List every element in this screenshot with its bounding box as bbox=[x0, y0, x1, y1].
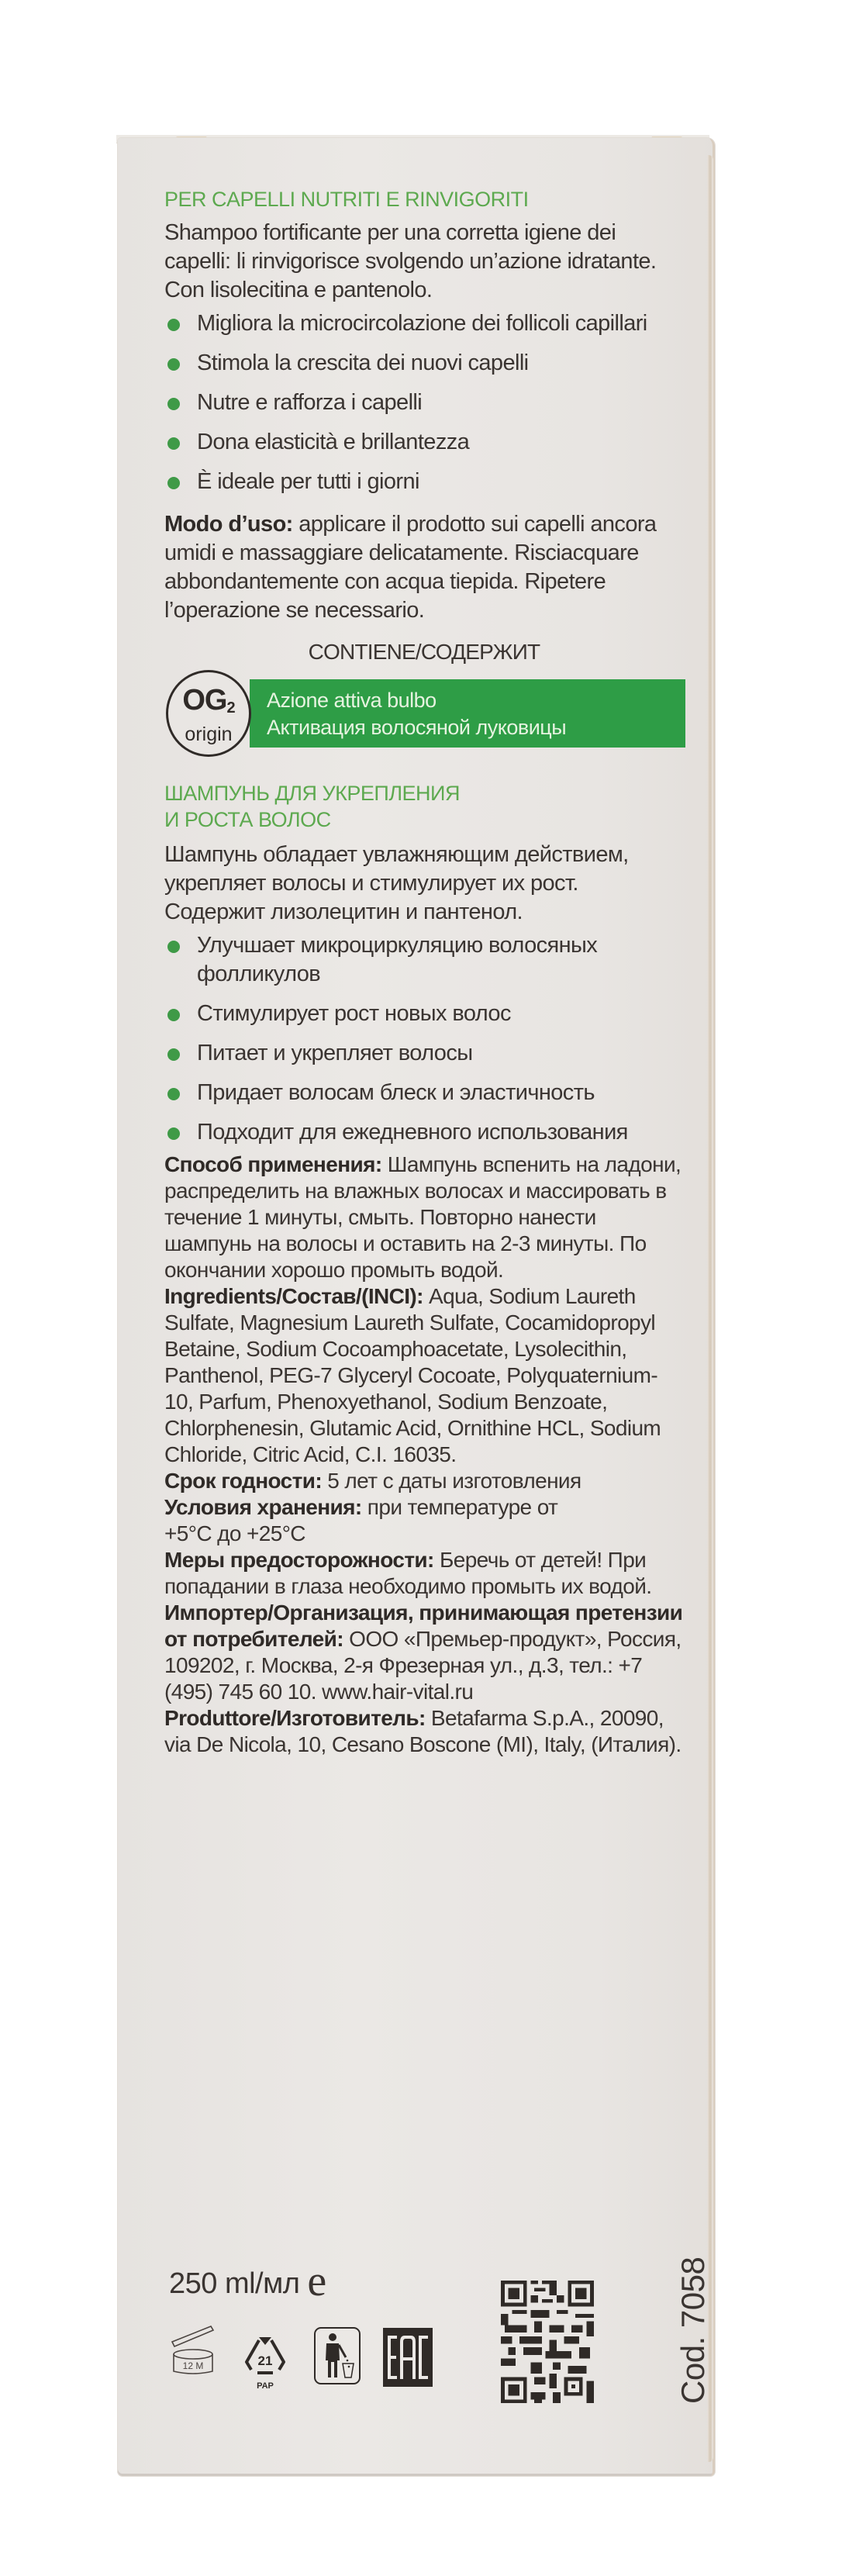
shelf-life: Срок годности: 5 лет с даты изготовления bbox=[164, 1469, 581, 1493]
bullet-dot-icon bbox=[167, 1088, 180, 1100]
label-footer bbox=[164, 2233, 707, 2427]
tidyman-dispose-icon bbox=[313, 2326, 361, 2385]
italian-headline: PER CAPELLI NUTRITI E RINVIGORITI bbox=[164, 188, 529, 211]
italian-usage bbox=[164, 510, 684, 625]
bullet-dot-icon bbox=[167, 1127, 180, 1140]
estimated-e-mark-icon: e bbox=[307, 2257, 326, 2305]
bullet-dot-icon bbox=[167, 1048, 180, 1061]
precautions: Меры предосторожности: Беречь от детей! При попадании в глаза необходимо промыть их водой. bbox=[164, 1548, 652, 1598]
eac-certification-icon bbox=[383, 2328, 433, 2387]
bullet-dot-icon bbox=[167, 358, 180, 371]
bullet-dot-icon bbox=[167, 398, 180, 410]
italian-usage-label: Modo d’uso: bbox=[164, 512, 293, 537]
label-content bbox=[164, 186, 684, 1758]
qr-code-icon[interactable] bbox=[501, 2280, 594, 2404]
list-item: Migliora la microcircolazione dei follicoli capillari bbox=[164, 309, 684, 338]
box-side-edge bbox=[707, 155, 713, 2462]
list-item: Dona elasticità e brillantezza bbox=[164, 428, 684, 457]
og2-logo-icon: $OG_2$ origin bbox=[166, 670, 251, 757]
russian-usage: Способ применения: Шампунь вспенить на ладони, распределить на влажных волосах и массировать в течение 1 минуты, смыть. Повторно нанести шампунь на волосы и оставить на 2-3 минуты. По окончании хорошо промыть водой. bbox=[164, 1152, 682, 1282]
russian-benefit-list bbox=[164, 931, 684, 1147]
svg-text:12 M: 12 M bbox=[182, 2360, 204, 2371]
russian-intro: Шампунь обладает увлажняющим действием, укрепляет волосы и стимулирует их рост. Содержит лизолецитин и пантенол. bbox=[164, 842, 629, 924]
italian-usage-text: applicare il prodotto sui capelli ancora umidi e massaggiare delicatamente. Risciacquare abbondantemente con acqua tiepida. Ripetere l’operazione se necessario. bbox=[164, 512, 657, 623]
recycle-pap-icon bbox=[240, 2333, 290, 2391]
list-item: Улучшает микроциркуляцию волосяных фолликулов bbox=[164, 931, 684, 989]
ingredients: Ingredients/Состав/(INCI): Aqua, Sodium Laureth Sulfate, Magnesium Laureth Sulfate, Cocamidopropyl Betaine, Sodium Cocoamphoacetate, Lysolecithin, Panthenol, PEG-7 Glyceryl Cocoate, Polyquaternium-10, Parfum, Phenoxyethanol, Sodium Benzoate, Chlorphenesin, Glutamic Acid, Ornithine HCL, Sodium Chloride, Citric Acid, C.I. 16035. bbox=[164, 1284, 661, 1466]
active-action-russian: Активация волосяной луковицы bbox=[267, 716, 567, 739]
volume-label: 250 ml/мл e bbox=[169, 2257, 326, 2305]
italian-benefit-list bbox=[164, 309, 684, 496]
active-action-italian: Azione attiva bulbo bbox=[267, 689, 437, 712]
bullet-dot-icon bbox=[167, 1009, 180, 1021]
og2-origin-badge bbox=[164, 670, 684, 757]
bullet-dot-icon bbox=[167, 319, 180, 331]
importer: Импортер/Организация, принимающая претензии от потребителей: ООО «Премьер-продукт», Россия, 109202, г. Москва, 2-я Фрезерная ул., д.3, тел.: +7 (495) 745 60 10. www.hair-vital.ru bbox=[164, 1601, 683, 1704]
list-item: Nutre e rafforza i capelli bbox=[164, 388, 684, 417]
list-item: Придает волосам блеск и эластичность bbox=[164, 1079, 684, 1107]
russian-headline: ШАМПУНЬ ДЛЯ УКРЕПЛЕНИЯ И РОСТА ВОЛОС bbox=[164, 782, 460, 831]
bullet-dot-icon bbox=[167, 941, 180, 953]
svg-text:21: 21 bbox=[257, 2353, 273, 2368]
list-item: Стимулирует рост новых волос bbox=[164, 1000, 684, 1028]
storage-conditions: Условия хранения: при температуре от +5°C до +25°C bbox=[164, 1495, 558, 1545]
list-item: È ideale per tutti i giorni bbox=[164, 468, 684, 496]
italian-intro: Shampoo fortificante per una corretta igiene dei capelli: li rinvigorisce svolgendo un’azione idratante. Con lisolecitina e pantenolo. bbox=[164, 220, 657, 302]
list-item: Stimola la crescita dei nuovi capelli bbox=[164, 349, 684, 378]
product-code: Cod. 7058 bbox=[675, 2257, 711, 2404]
list-item: Питает и укрепляет волосы bbox=[164, 1039, 684, 1068]
contains-title: CONTIENE/СОДЕРЖИТ bbox=[308, 640, 540, 664]
bullet-dot-icon bbox=[167, 437, 180, 450]
svg-text:PAP: PAP bbox=[257, 2381, 274, 2391]
pao-open-jar-icon bbox=[169, 2325, 220, 2376]
list-item: Подходит для ежедневного использования bbox=[164, 1118, 684, 1147]
bullet-dot-icon bbox=[167, 477, 180, 489]
active-action-band bbox=[250, 679, 685, 748]
producer: Produttore/Изготовитель: Betafarma S.p.A., 20090, via De Nicola, 10, Cesano Boscone (MI), Italy, (Италия). bbox=[164, 1706, 682, 1756]
